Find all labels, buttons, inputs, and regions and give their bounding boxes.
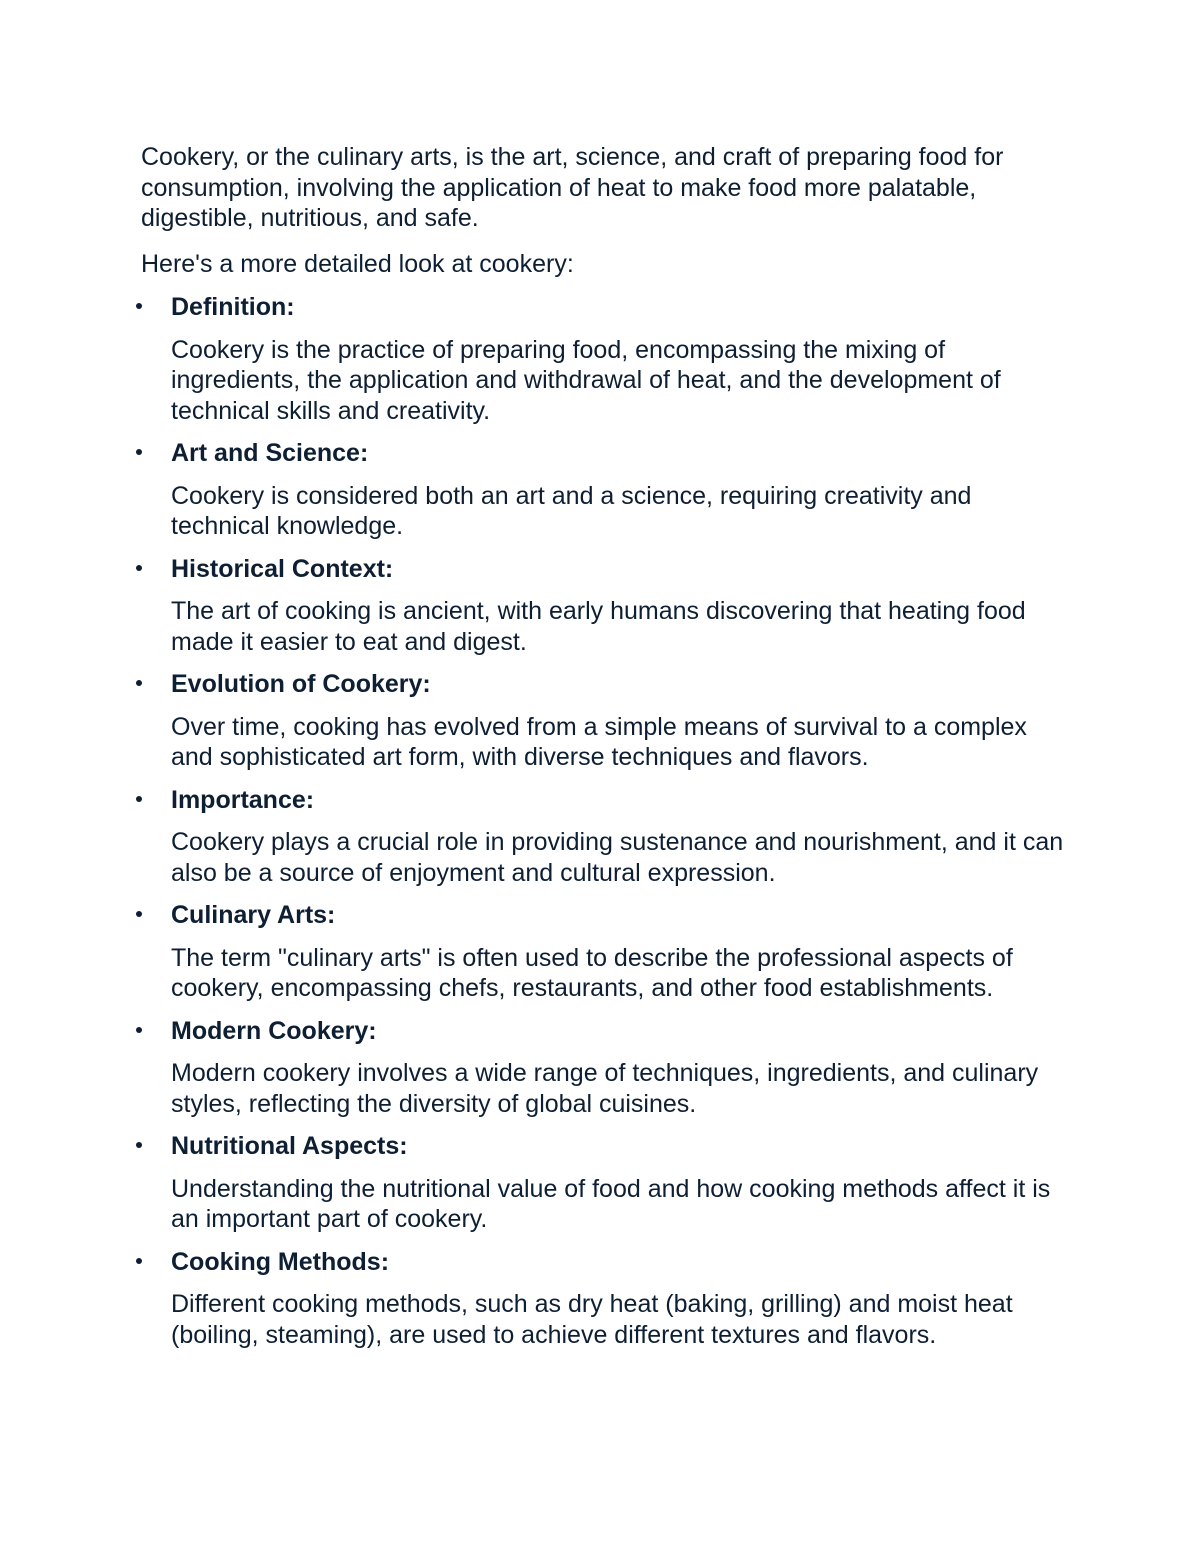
item-term: Definition: <box>171 293 295 321</box>
list-item <box>141 785 1071 889</box>
item-description: The term "culinary arts" is often used to describe the professional aspects of cookery, encompassing chefs, restaurants, and other food establishments. <box>171 943 1013 1002</box>
item-description: Cookery plays a crucial role in providing sustenance and nourishment, and it can also be a source of enjoyment and cultural expression. <box>171 828 1064 887</box>
bullet-icon <box>136 796 142 802</box>
item-term: Cooking Methods: <box>171 1247 390 1276</box>
item-description: Different cooking methods, such as dry heat (baking, grilling) and moist heat (boiling, steaming), are used to achieve different textures and flavors. <box>171 1290 1013 1349</box>
item-term: Modern Cookery: <box>171 1016 377 1045</box>
item-term: Culinary Arts: <box>171 901 336 929</box>
item-term: Art and Science: <box>171 439 369 467</box>
intro-paragraph: Cookery, or the culinary arts, is the art, science, and craft of preparing food for consumption, involving the application of heat to make food more palatable, digestible, nutritious, and safe. <box>141 143 1004 232</box>
list-item <box>141 438 1071 542</box>
item-term: Evolution of Cookery: <box>171 670 431 698</box>
list-item <box>141 1016 1071 1120</box>
cookery-topic-list <box>141 292 1071 1350</box>
item-term: Historical Context: <box>171 554 394 583</box>
item-description: Understanding the nutritional value of food and how cooking methods affect it is an important part of cookery. <box>171 1174 1051 1233</box>
bullet-icon <box>136 1258 142 1264</box>
item-description: Modern cookery involves a wide range of techniques, ingredients, and culinary styles, reflecting the diversity of global cuisines. <box>171 1059 1039 1118</box>
item-description: The art of cooking is ancient, with early humans discovering that heating food made it easier to eat and digest. <box>171 597 1026 656</box>
list-item <box>141 669 1071 773</box>
item-description: Cookery is considered both an art and a science, requiring creativity and technical knowledge. <box>171 481 972 540</box>
item-term: Nutritional Aspects: <box>171 1132 408 1160</box>
list-item <box>141 292 1071 426</box>
lead-paragraph: Here's a more detailed look at cookery: <box>141 249 574 278</box>
bullet-icon <box>136 565 142 571</box>
list-item <box>141 554 1071 658</box>
bullet-icon <box>136 303 142 309</box>
list-item <box>141 900 1071 1004</box>
bullet-icon <box>136 1142 142 1148</box>
bullet-icon <box>136 449 142 455</box>
list-item <box>141 1131 1071 1235</box>
item-description: Cookery is the practice of preparing food, encompassing the mixing of ingredients, the application and withdrawal of heat, and the development of technical skills and creativity. <box>171 335 1001 425</box>
list-item <box>141 1247 1071 1351</box>
item-description: Over time, cooking has evolved from a simple means of survival to a complex and sophisticated art form, with diverse techniques and flavors. <box>171 712 1027 771</box>
bullet-icon <box>136 680 142 686</box>
bullet-icon <box>136 1027 142 1033</box>
document-body <box>141 142 1071 1362</box>
item-term: Importance: <box>171 785 315 814</box>
bullet-icon <box>136 911 142 917</box>
